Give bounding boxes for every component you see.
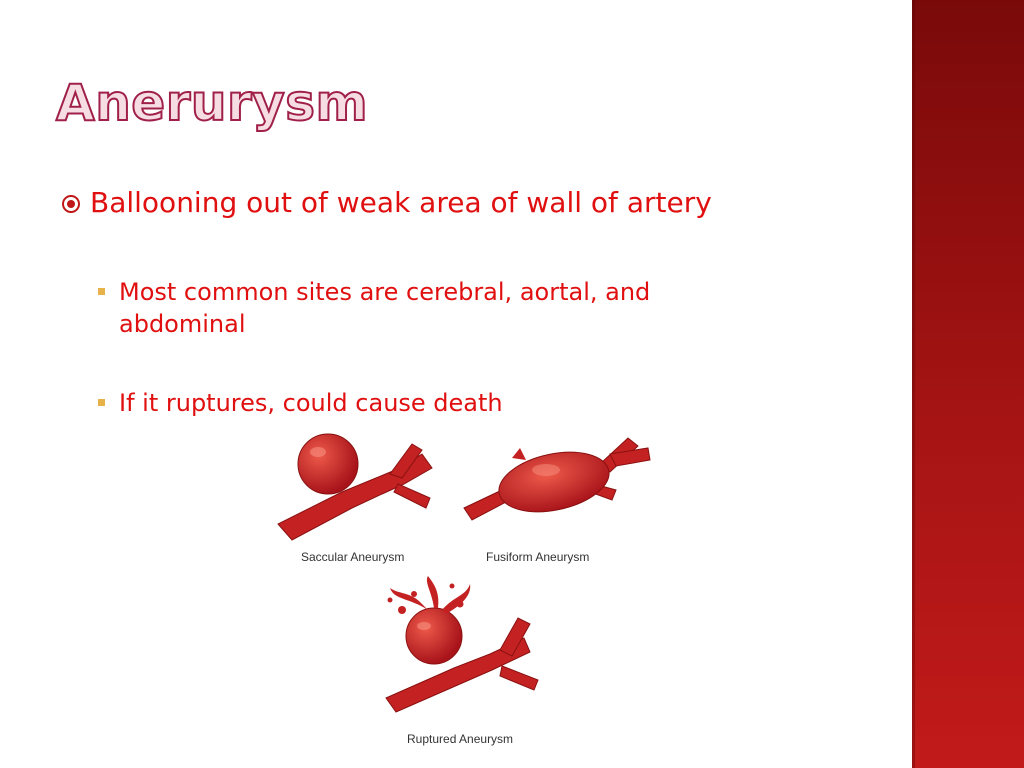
decorative-sidebar — [912, 0, 1024, 768]
radio-bullet-icon — [62, 195, 80, 213]
square-bullet-icon — [98, 288, 105, 295]
square-bullet-icon — [98, 399, 105, 406]
caption-ruptured: Ruptured Aneurysm — [407, 732, 514, 746]
fusiform-aneurysm-illustration — [460, 428, 652, 528]
main-bullet-text: Ballooning out of weak area of wall of artery — [90, 186, 712, 219]
main-bullet — [62, 186, 712, 220]
sidebar-edge — [912, 0, 915, 768]
sub-bullet-1 — [98, 276, 738, 340]
saccular-aneurysm-illustration — [272, 428, 442, 546]
caption-fusiform: Fusiform Aneurysm — [486, 550, 590, 564]
sub-bullet-2 — [98, 387, 738, 419]
slide-title: Anerurysm — [56, 74, 369, 132]
sub-bullet-text: If it ruptures, could cause death — [119, 389, 503, 417]
caption-saccular: Saccular Aneurysm — [301, 550, 405, 564]
sub-bullet-text: Most common sites are cerebral, aortal, and abdominal — [119, 278, 651, 338]
ruptured-aneurysm-illustration — [380, 574, 546, 722]
